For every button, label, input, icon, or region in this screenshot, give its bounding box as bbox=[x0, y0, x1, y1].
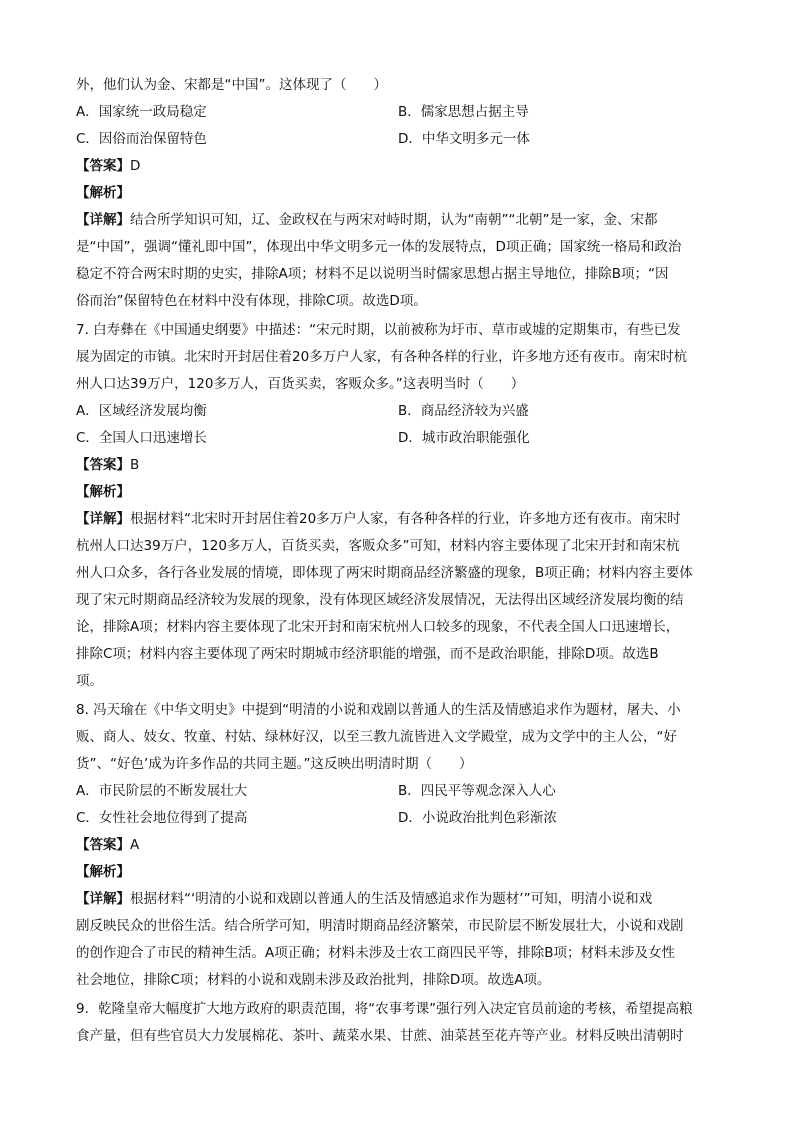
q6-detail-line: 稳定不符合两宋时期的史实，排除A项；材料不足以说明当时儒家思想占据主导地位，排除B项；“因 bbox=[76, 266, 669, 282]
q7-option-c: C．全国人口迅速增长 bbox=[76, 430, 207, 446]
q6-detail-line bbox=[76, 210, 657, 230]
q6-option-b: B．儒家思想占据主导 bbox=[398, 104, 529, 120]
answer-value: D bbox=[130, 158, 141, 174]
q7-option-a: A．区域经济发展均衡 bbox=[76, 403, 207, 419]
q7-detail-line: 论，排除A项；材料内容主要体现了北宋开封和南宋杭州人口较多的现象，不代表全国人口迅速增长， bbox=[76, 619, 680, 635]
q7-stem-line: 州人口达39万户，120多万人，百货买卖，客贩众多。”这表明当时（ ） bbox=[76, 376, 525, 392]
q8-answer bbox=[76, 835, 139, 855]
answer-label: 【答案】 bbox=[76, 457, 130, 473]
q6-detail-line: 是“中国”，强调“懂礼即中国”，体现出中华文明多元一体的发展特点，D项正确；国家统一格局和政治 bbox=[76, 239, 682, 255]
answer-label: 【答案】 bbox=[76, 158, 130, 174]
q8-option-b: B．四民平等观念深入人心 bbox=[398, 783, 556, 799]
answer-value: B bbox=[130, 457, 140, 473]
q8-detail-line: 的创作迎合了市民的精神生活。A项正确；材料未涉及士农工商四民平等，排除B项；材料未涉及女性 bbox=[76, 945, 675, 961]
q7-detail-line: 现了宋元时期商品经济较为发展的现象，没有体现区域经济发展情况，无法得出区域经济发展均衡的结 bbox=[76, 592, 684, 608]
q6-option-a: A．国家统一政局稳定 bbox=[76, 104, 207, 120]
q8-stem-line: 8. 冯天瑜在《中华文明史》中提到“明清的小说和戏剧以普通人的生活及情感追求作为题材，屠夫、小 bbox=[76, 702, 681, 718]
q6-stem: 外，他们认为金、宋都是“中国”。这体现了（ ） bbox=[76, 77, 387, 93]
q6-option-d: D．中华文明多元一体 bbox=[398, 131, 530, 147]
q8-option-a: A．市民阶层的不断发展壮大 bbox=[76, 783, 248, 799]
q7-detail-line: 排除C项；材料内容主要体现了两宋时期城市经济职能的增强，而不是政治职能，排除D项。故选B bbox=[76, 646, 659, 662]
q7-option-d: D．城市政治职能强化 bbox=[398, 430, 530, 446]
q7-analysis-label: 【解析】 bbox=[76, 484, 130, 500]
detail-label: 【详解】 bbox=[76, 891, 130, 907]
q7-detail-line: 州人口众多，各行各业发展的情境，即体现了两宋时期商品经济繁盛的现象，B项正确；材料内容主要体 bbox=[76, 565, 693, 581]
q8-detail-line: 剧反映民众的世俗生活。结合所学可知，明清时期商品经济繁荣，市民阶层不断发展壮大，小说和戏剧 bbox=[76, 918, 684, 934]
q6-analysis-label: 【解析】 bbox=[76, 185, 130, 201]
detail-label: 【详解】 bbox=[76, 511, 130, 527]
q8-option-d: D．小说政治批判色彩渐浓 bbox=[398, 810, 557, 826]
q7-stem-line: 7. 白寿彝在《中国通史纲要》中描述：“宋元时期，以前被称为圩市、草市或墟的定期集市，有些已发 bbox=[76, 322, 681, 338]
q6-answer bbox=[76, 156, 140, 176]
answer-label: 【答案】 bbox=[76, 837, 130, 853]
detail-text: 根据材料“北宋时开封居住着20多万户人家，有各种各样的行业，许多地方还有夜市。南宋时 bbox=[130, 511, 681, 527]
q7-detail-line bbox=[76, 509, 681, 529]
q8-stem-line: 货”、“好色’成为许多作品的共同主题。”这反映出明清时期（ ） bbox=[76, 756, 473, 772]
q7-stem-line: 展为固定的市镇。北宋时开封居住着20多万户人家，有各种各样的行业，许多地方还有夜市。南宋时杭 bbox=[76, 349, 688, 365]
detail-label: 【详解】 bbox=[76, 212, 130, 228]
q7-option-b: B．商品经济较为兴盛 bbox=[398, 403, 529, 419]
q8-detail-line bbox=[76, 889, 652, 909]
detail-text: 结合所学知识可知，辽、金政权在与两宋对峙时期，认为“南朝”“北朝”是一家，金、宋都 bbox=[130, 212, 658, 228]
q9-stem-line: 9．乾隆皇帝大幅度扩大地方政府的职责范围，将“农事考课”强行列入决定官员前途的考核，希望提高粮 bbox=[76, 1001, 693, 1017]
q8-option-c: C．女性社会地位得到了提高 bbox=[76, 810, 248, 826]
q8-stem-line: 贩、商人、妓女、牧童、村姑、绿林好汉，以至三教九流皆进入文学殿堂，成为文学中的主人公，“好 bbox=[76, 729, 677, 745]
q6-option-c: C．因俗而治保留特色 bbox=[76, 131, 207, 147]
q7-detail-line: 杭州人口达39万户，120多万人，百货买卖，客贩众多”可知，材料内容主要体现了北宋开封和南宋杭 bbox=[76, 538, 680, 554]
q8-analysis-label: 【解析】 bbox=[76, 864, 130, 880]
q6-detail-line: 俗而治”保留特色在材料中没有体现，排除C项。故选D项。 bbox=[76, 293, 427, 309]
q7-answer bbox=[76, 455, 139, 475]
q9-stem-line: 食产量，但有些官员大力发展棉花、茶叶、蔬菜水果、甘蔗、油菜甚至花卉等产业。材料反映出清朝时 bbox=[76, 1028, 684, 1044]
detail-text: 根据材料“‘明清的小说和戏剧以普通人的生活及情感追求作为题材’”可知，明清小说和戏 bbox=[130, 891, 653, 907]
q8-detail-line: 社会地位，排除C项；材料的小说和戏剧未涉及政治批判，排除D项。故选A项。 bbox=[76, 972, 551, 988]
q7-detail-line: 项。 bbox=[76, 673, 103, 689]
answer-value: A bbox=[130, 837, 140, 853]
